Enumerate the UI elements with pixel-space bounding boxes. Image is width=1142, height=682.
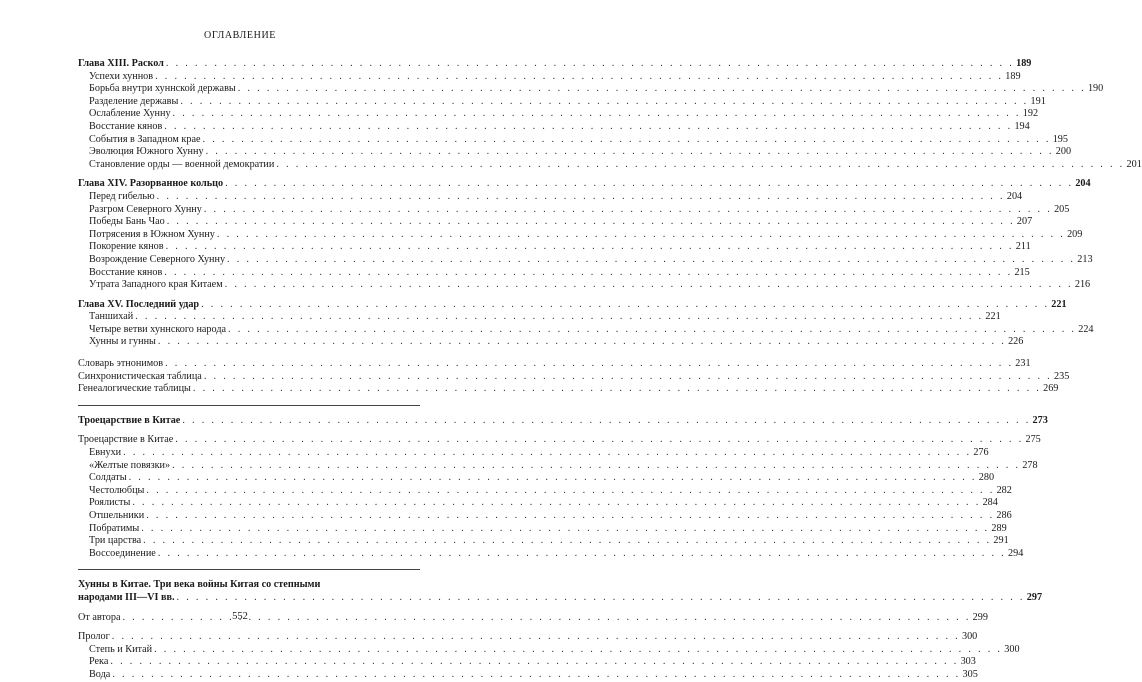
toc-entry-label: Возрождение Северного Хунну (89, 253, 226, 265)
toc-entry (78, 497, 998, 510)
toc-entry (78, 484, 1012, 498)
toc-leader-dots (135, 311, 983, 324)
toc-entry (78, 547, 1024, 561)
toc-entry (78, 108, 1039, 121)
toc-entry (78, 522, 1007, 536)
toc-entry-page: 269 (1043, 383, 1059, 395)
toc-entry (78, 190, 1023, 204)
toc-entry (78, 203, 1070, 217)
toc-leader-dots (123, 447, 971, 460)
toc-entry-page: 224 (1078, 323, 1094, 335)
toc-entry (78, 120, 1030, 134)
toc-leader-dots (112, 669, 960, 682)
toc-entry-label: Четыре ветви хуннского народа (89, 323, 227, 335)
toc-entry-page: 275 (1025, 434, 1041, 446)
toc-entry-label: События в Западном крае (89, 133, 201, 145)
toc-leader-dots (132, 497, 980, 510)
table-of-contents (78, 58, 1142, 682)
toc-entry (78, 228, 1083, 242)
toc-entry-label: народами III—VI вв. (78, 591, 175, 603)
toc-entry (78, 668, 978, 682)
toc-entry-page: 192 (1022, 108, 1039, 120)
toc-entry-label: Солдаты (89, 472, 127, 484)
toc-leader-dots (175, 434, 1023, 447)
toc-entry-page: 291 (993, 535, 1009, 547)
toc-entry-page: 190 (1087, 83, 1104, 95)
toc-entry (78, 311, 1001, 324)
toc-entry-label: Победы Бань Чао (89, 216, 165, 228)
toc-entry-label: Троецарствие в Китае (78, 414, 181, 426)
toc-entry-part-heading-line1: Хунны в Китае. Три века войны Китая со степными (78, 579, 321, 591)
toc-entry-page: 204 (1006, 190, 1023, 202)
toc-entry (78, 447, 989, 460)
toc-entry-subpart (78, 631, 978, 644)
toc-section-chapter-15 (78, 298, 1094, 349)
toc-entry-label: Успехи хуннов (89, 70, 154, 82)
toc-leader-dots (193, 383, 1041, 396)
toc-entry (78, 253, 1093, 267)
toc-entry (78, 298, 1067, 312)
toc-entry-page: 209 (1067, 228, 1083, 240)
toc-leader-dots (165, 358, 1013, 371)
toc-entry-label: Генеалогические таблицы (78, 383, 191, 395)
toc-entry-page: 278 (1022, 459, 1038, 471)
toc-entry-page: 189 (1016, 58, 1032, 69)
toc-leader-dots (157, 191, 1005, 204)
toc-entry (78, 383, 1059, 396)
toc-entry-label: «Желтые повязки» (89, 459, 171, 471)
section-divider (78, 569, 420, 570)
toc-entry-page: 215 (1014, 266, 1030, 278)
toc-entry-label: Покорение кянов (89, 241, 164, 253)
toc-entry (78, 323, 1094, 337)
toc-entry-page: 231 (1015, 358, 1031, 370)
toc-entry-label: Словарь этнонимов (78, 358, 164, 370)
toc-leader-dots (164, 267, 1012, 280)
toc-leader-dots (166, 58, 1014, 71)
toc-leader-dots (204, 371, 1052, 384)
toc-entry (78, 178, 1091, 191)
toc-entry-label: Степь и Китай (89, 643, 153, 655)
toc-leader-dots (158, 548, 1006, 561)
toc-entry-page: 273 (1032, 414, 1048, 426)
toc-leader-dots (201, 299, 1049, 312)
toc-entry-label: Роялисты (89, 497, 131, 509)
toc-entry-page: 299 (972, 611, 988, 623)
toc-leader-dots (154, 644, 1002, 657)
toc-entry-page: 297 (1026, 591, 1043, 603)
toc-section-chapter-14 (78, 178, 1093, 291)
toc-entry-page: 205 (1054, 203, 1070, 215)
toc-entry-label: От автора (78, 611, 121, 623)
toc-leader-dots (217, 229, 1065, 242)
toc-leader-dots (203, 134, 1051, 147)
toc-entry-page: 289 (991, 522, 1007, 534)
page-number: 552 (232, 611, 248, 622)
toc-entry-page: 305 (962, 668, 978, 680)
toc-entry (78, 241, 1031, 254)
toc-leader-dots (177, 592, 1025, 605)
toc-entry-label: Глава XIII. Раскол (78, 58, 164, 69)
toc-entry-label: Ослабление Хунну (89, 108, 171, 120)
toc-entry (78, 95, 1046, 109)
toc-entry-part-heading (78, 414, 1048, 428)
section-divider (78, 405, 420, 406)
toc-entry-label: Евнухи (89, 447, 122, 459)
toc-entry-page: 189 (1005, 70, 1021, 82)
toc-leader-dots (225, 279, 1073, 292)
toc-leader-dots (182, 415, 1030, 428)
toc-leader-dots (143, 535, 991, 548)
toc-entry (78, 459, 1038, 473)
toc-entry (78, 656, 976, 669)
toc-leader-dots (206, 146, 1054, 159)
toc-leader-dots (141, 523, 989, 536)
page-header: ОГЛАВЛЕНИЕ (204, 30, 276, 41)
toc-entry-label: Побратимы (89, 522, 140, 534)
toc-leader-dots (173, 108, 1021, 121)
toc-entry (78, 146, 1072, 159)
toc-entry-page: 221 (985, 311, 1001, 323)
toc-entry-page: 303 (960, 656, 976, 668)
toc-leader-dots (158, 336, 1006, 349)
toc-entry-label: Разделение державы (89, 95, 179, 107)
toc-leader-dots (172, 460, 1020, 473)
toc-section-three-kingdoms (78, 447, 1038, 560)
toc-entry-page: 204 (1075, 178, 1091, 190)
toc-section-chapter-13 (78, 58, 1142, 171)
toc-entry-page: 276 (973, 447, 989, 459)
toc-entry (78, 216, 1033, 229)
toc-entry-page: 191 (1030, 95, 1046, 107)
toc-entry-label: Три царства (89, 535, 142, 547)
toc-entry-label: Воссоединение (89, 547, 156, 559)
toc-entry-page: 211 (1015, 241, 1031, 253)
toc-entry (78, 472, 995, 485)
toc-leader-dots (225, 178, 1073, 191)
toc-section-huns-in-china (78, 643, 1020, 682)
toc-entry-page: 300 (1004, 643, 1020, 655)
toc-leader-dots (110, 656, 958, 669)
toc-entry-page: 201 (1126, 158, 1142, 170)
toc-entry-page: 216 (1074, 279, 1091, 291)
toc-entry (78, 266, 1030, 280)
toc-entry-page: 286 (996, 510, 1012, 521)
toc-entry-label: Перед гибелью (89, 190, 155, 202)
toc-leader-dots (228, 324, 1076, 337)
toc-entry-page: 235 (1054, 370, 1070, 382)
toc-entry-page: 226 (1008, 336, 1024, 348)
toc-entry-label: Вода (89, 668, 111, 680)
toc-entry-label: Глава XV. Последний удар (78, 298, 200, 310)
toc-entry-page: 300 (961, 631, 978, 643)
toc-entry-part-heading (78, 591, 1043, 605)
toc-leader-dots (129, 472, 977, 485)
toc-entry (78, 58, 1032, 71)
toc-entry (78, 643, 1020, 657)
toc-leader-dots (238, 83, 1086, 96)
toc-entry (78, 510, 1012, 523)
toc-entry (78, 358, 1031, 371)
toc-entry-page: 213 (1077, 253, 1093, 265)
toc-leader-dots (204, 204, 1052, 217)
toc-entry-label: Потрясения в Южном Хунну (89, 228, 215, 240)
toc-entry-page: 221 (1051, 298, 1067, 310)
toc-entry-page: 194 (1014, 120, 1030, 132)
toc-entry-page: 200 (1055, 146, 1072, 158)
toc-section-appendices (78, 358, 1070, 396)
toc-entry-label: Река (89, 656, 109, 668)
toc-entry-label: Отшельники (89, 510, 145, 521)
toc-entry (78, 370, 1070, 384)
toc-entry-label: Глава XIV. Разорванное кольцо (78, 178, 224, 190)
toc-entry-page: 280 (978, 472, 995, 484)
toc-entry (78, 133, 1068, 147)
toc-entry-subpart (78, 434, 1041, 447)
toc-entry-label: Разгром Северного Хунну (89, 203, 202, 215)
toc-entry (78, 535, 1009, 548)
toc-entry-label: Хунны и гунны (89, 336, 156, 348)
toc-leader-dots (112, 631, 960, 644)
toc-entry-label: Эволюция Южного Хунну (89, 146, 204, 158)
toc-entry-label: Таншихай (89, 311, 134, 323)
toc-leader-dots (164, 121, 1012, 134)
toc-leader-dots (276, 159, 1124, 172)
toc-entry-label: Борьба внутри хуннской державы (89, 83, 236, 95)
toc-leader-dots (166, 241, 1014, 254)
toc-entry-page: 294 (1008, 547, 1024, 559)
toc-entry-page: 284 (982, 497, 998, 509)
toc-entry-page: 282 (996, 484, 1012, 496)
toc-entry-label: Становление орды — военной демократии (89, 158, 275, 170)
toc-entry (78, 336, 1024, 349)
toc-entry-label: Восстание кянов (89, 120, 163, 132)
toc-entry (78, 279, 1091, 292)
toc-leader-dots (146, 485, 994, 498)
toc-leader-dots (146, 510, 994, 523)
toc-entry-page: 195 (1052, 133, 1068, 145)
toc-entry-page: 207 (1016, 216, 1033, 228)
toc-entry-label: Троецарствие в Китае (78, 434, 174, 446)
toc-leader-dots (180, 96, 1028, 109)
toc-entry-label: Восстание кянов (89, 266, 163, 278)
toc-entry (78, 70, 1021, 84)
toc-entry (78, 158, 1142, 172)
toc-leader-dots (167, 216, 1015, 229)
toc-entry-label: Синхронистическая таблица (78, 370, 202, 382)
toc-entry-label: Пролог (78, 631, 110, 643)
toc-entry-label: Честолюбцы (89, 484, 145, 496)
toc-entry-label: Утрата Западного края Китаем (89, 279, 223, 291)
toc-entry (78, 83, 1104, 96)
toc-leader-dots (227, 254, 1075, 267)
toc-leader-dots (155, 71, 1003, 84)
